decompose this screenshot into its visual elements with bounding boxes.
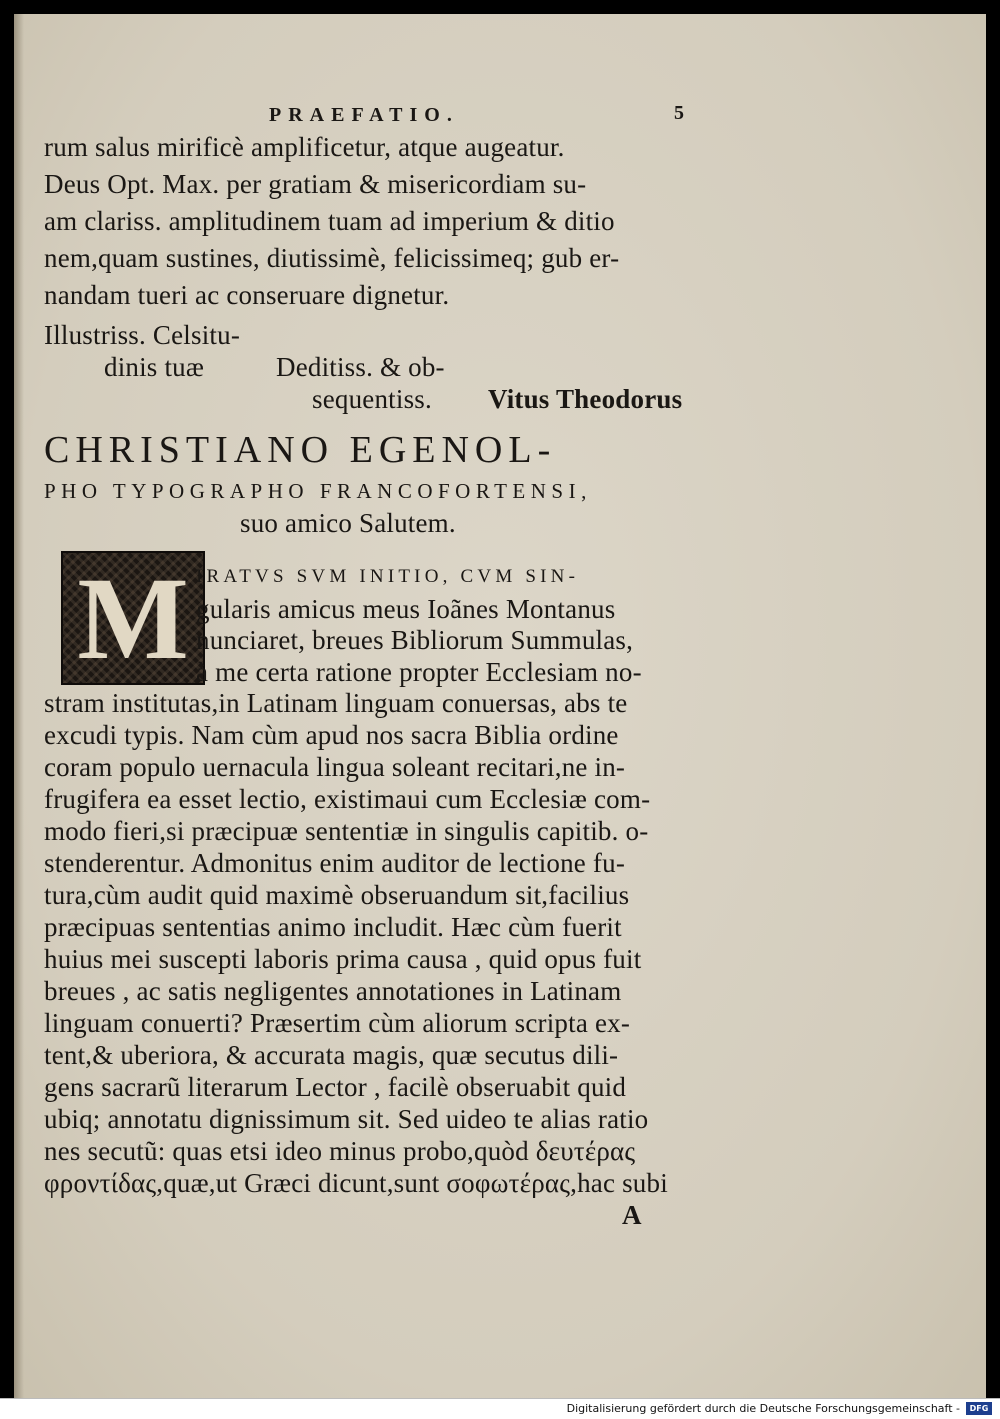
page-gutter-shadow (14, 14, 24, 1398)
letter-line-13: huius mei suscepti laboris prima causa , quid opus fuit (44, 944, 642, 974)
digitization-footer (0, 1398, 1000, 1419)
preface-line-1: rum salus mirificè amplificetur, atque augeatur. (44, 132, 565, 162)
letter-line-5: stram institutas,in Latinam linguam conuersas, abs te (44, 688, 628, 718)
closing-line-1: Illustriss. Celsitu- (44, 320, 241, 350)
preface-line-4: nem,quam sustines, diutissimè, felicissimeq; gub er- (44, 243, 620, 273)
letter-line-2: gularis amicus meus Ioãnes Montanus (196, 594, 616, 624)
letter-line-9: modo fieri,si præcipuæ sententiæ in singulis capitib. o- (44, 816, 649, 846)
closing-line-3a: sequentiss. (312, 384, 432, 414)
signature: Vitus Theodorus (488, 384, 683, 414)
letter-line-10: stenderentur. Admonitus enim auditor de lectione fu- (44, 848, 626, 878)
letter-line-11: tura,cùm audit quid maximè obseruandum sit,facilius (44, 880, 630, 910)
letter-line-1: IRATVS SVM INITIO, CVM SIN- (196, 566, 580, 587)
closing-line-2a: dinis tuæ (104, 352, 205, 382)
letter-line-16: tent,& uberiora, & accurata magis, quæ secutus dili- (44, 1040, 619, 1070)
address-line-3: suo amico Salutem. (240, 508, 456, 538)
closing-line-2b: Deditiss. & ob- (276, 352, 445, 382)
letter-line-6: excudi typis. Nam cùm apud nos sacra Biblia ordine (44, 720, 619, 750)
preface-line-3: am clariss. amplitudinem tuam ad imperium & ditio (44, 206, 615, 236)
folio-number: 5 (674, 102, 685, 124)
letter-line-8: frugifera ea esset lectio, existimaui cum Ecclesiæ com- (44, 784, 651, 814)
running-title: PRAEFATIO. (269, 104, 459, 126)
letter-line-12: præcipuas sententias animo includit. Hæc cùm fuerit (44, 912, 622, 942)
letter-line-19: nes secutũ: quas etsi ideo minus probo,quòd δευτέρας (44, 1136, 636, 1166)
decorated-initial (61, 551, 205, 685)
letter-line-4: à me certa ratione propter Ecclesiam no- (196, 657, 642, 687)
footer-credit: Digitalisierung gefördert durch die Deutsche Forschungsgemeinschaft - (566, 1402, 960, 1415)
letter-line-18: ubiq; annotatu dignissimum sit. Sed uideo te alias ratio (44, 1104, 649, 1134)
catchword: A (622, 1200, 642, 1230)
address-line-1: CHRISTIANO EGENOL- (44, 429, 557, 471)
letter-line-3: nunciaret, breues Bibliorum Summulas, (196, 625, 634, 655)
preface-line-5: nandam tueri ac conseruare dignetur. (44, 280, 450, 310)
dfg-logo: DFG (966, 1402, 992, 1415)
letter-line-14: breues , ac satis negligentes annotationes in Latinam (44, 976, 622, 1006)
letter-line-15: linguam conuerti? Præsertim cùm aliorum scripta ex- (44, 1008, 631, 1038)
letter-line-20: φροντίδας,quæ,ut Græci dicunt,sunt σοφωτέρας,hac subi (44, 1168, 668, 1198)
letter-line-7: coram populo uernacula lingua soleant recitari,ne in- (44, 752, 626, 782)
initial-letter: M (77, 553, 189, 684)
letter-line-17: gens sacrarũ literarum Lector , facilè obseruabit quid (44, 1072, 627, 1102)
address-line-2: PHO TYPOGRAPHO FRANCOFORTENSI, (44, 479, 592, 503)
preface-line-2: Deus Opt. Max. per gratiam & misericordiam su- (44, 169, 587, 199)
book-page (14, 14, 986, 1398)
